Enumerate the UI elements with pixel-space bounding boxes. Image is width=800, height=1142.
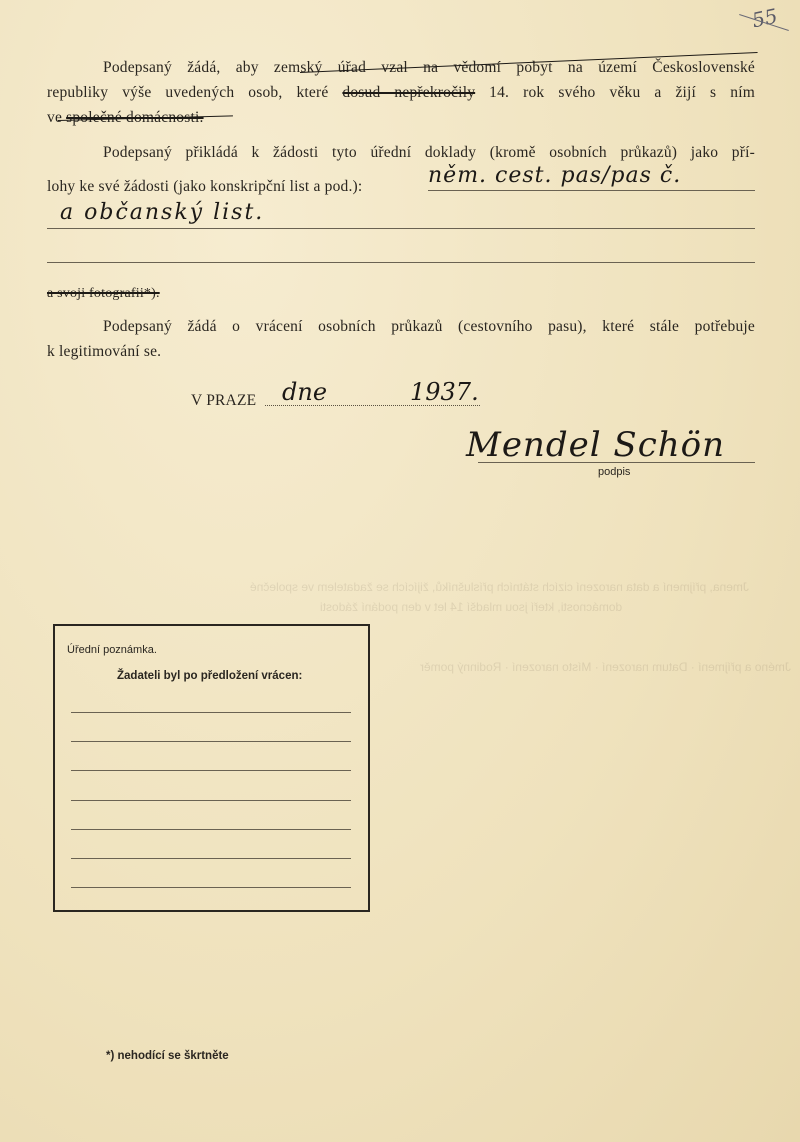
paragraph1-line2-pre: republiky výše uvedených osob, které: [47, 84, 343, 101]
paragraph1-line3-pre: ve: [47, 109, 67, 126]
attachment-line-3: [47, 262, 755, 263]
bleed-through-text: Jmena, příjmení a data narození cizích státních příslušníků, žijících se žadatelem ve společné: [250, 580, 749, 594]
paragraph1-line2-post: 14. rok svého věku a žijí s ním: [475, 84, 755, 101]
place-label: V PRAZE: [191, 392, 257, 409]
box-line: [71, 712, 351, 713]
signature-label: podpis: [598, 466, 631, 478]
box-line: [71, 800, 351, 801]
bleed-through-text: Jméno a příjmení · Datum narození · Místo narození · Rodinný poměr: [420, 660, 791, 674]
handwritten-attachments-2: a občanský list.: [60, 200, 265, 225]
handwritten-year: 1937.: [410, 378, 479, 406]
signature-line: [478, 462, 755, 463]
paragraph1-line1: Podepsaný žádá, aby zemský úřad vzal na vědomí pobyt na území Československé: [103, 59, 755, 76]
box-line: [71, 887, 351, 888]
paragraph2-line1: Podepsaný přikládá k žádosti tyto úřední doklady (kromě osobních průkazů) jako pří-: [103, 144, 755, 161]
date-line: [265, 405, 480, 406]
paragraph3-line2: k legitimování se.: [47, 343, 162, 360]
box-line: [71, 741, 351, 742]
handwritten-day: dne: [282, 378, 328, 406]
photo-line-struck: a svoji fotografii*).: [47, 286, 160, 301]
paragraph2-line2: lohy ke své žádosti (jako konskripční list a pod.):: [47, 178, 363, 195]
footnote: *) nehodící se škrtněte: [106, 1050, 229, 1062]
office-note-title: Úřední poznámka.: [67, 644, 157, 656]
folio-number: 55: [749, 3, 780, 33]
paragraph1-line2-struck: dosud nepřekročily: [342, 84, 476, 101]
attachment-line-2: [47, 228, 755, 229]
paragraph1-line3-struck: společné domácnosti.: [66, 109, 204, 126]
bleed-through-text: domácnosti, kteří jsou mladší 14 let v den podání žádosti: [320, 600, 623, 614]
office-note-box: [53, 624, 370, 912]
office-note-subtitle: Žadateli byl po předložení vrácen:: [117, 670, 303, 682]
box-line: [71, 829, 351, 830]
box-line: [71, 858, 351, 859]
handwritten-attachments-1: něm. cest. pas/pas č.: [428, 163, 682, 188]
box-line: [71, 770, 351, 771]
handwritten-signature: Mendel Schön: [466, 425, 725, 465]
paragraph1-line2: [47, 80, 755, 105]
attachment-line-1: [428, 190, 755, 191]
paragraph3-line1: Podepsaný žádá o vrácení osobních průkazů (cestovního pasu), které stále potřebuje: [103, 318, 755, 335]
